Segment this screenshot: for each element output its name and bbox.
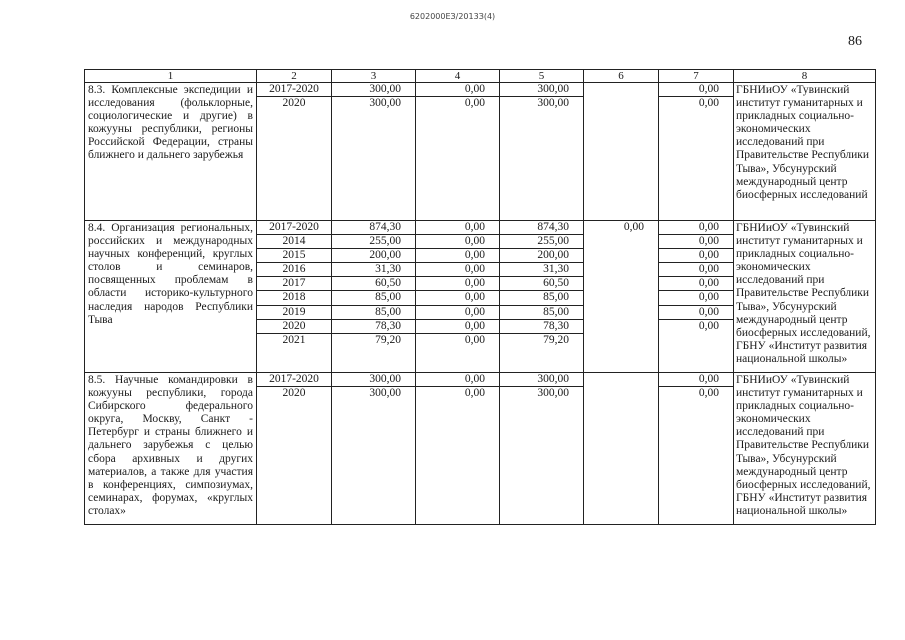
year-cell-column	[257, 221, 332, 373]
year-cell-column	[257, 373, 332, 525]
header-row	[85, 70, 876, 83]
total-cell: 60,50	[332, 277, 415, 291]
table-row	[85, 221, 876, 373]
responsible-organization: ГБНИиОУ «Тувинский институт гуманитарных и прикладных социально-экономических исследований при Правительстве Республики Тыва», Убсунурский международный центр биосферных исследований	[734, 83, 876, 221]
total-cell: 79,20	[375, 333, 401, 346]
regional-cell: 85,00	[500, 306, 583, 320]
federal-cell-column	[416, 221, 500, 373]
federal-cell-column	[416, 83, 500, 221]
total-cell: 31,30	[332, 263, 415, 277]
regional-cell: 31,30	[500, 263, 583, 277]
regional-cell: 874,30	[500, 221, 583, 235]
extra-budget-cell: 0,00	[659, 235, 733, 249]
regional-cell: 200,00	[500, 249, 583, 263]
extra-budget-cell: 0,00	[659, 306, 733, 320]
regional-cell: 78,30	[500, 320, 583, 334]
regional-cell: 300,00	[537, 97, 569, 110]
year-cell: 2015	[257, 249, 331, 263]
responsible-organization: ГБНИиОУ «Тувинский институт гуманитарных и прикладных социально-экономических исследований при Правительстве Республики Тыва», Убсунурский международный центр биосферных исследований, ГБНУ «Институт развития национальной школы»	[734, 373, 876, 525]
regional-cell: 300,00	[500, 373, 583, 387]
extra-budget-cell: 0,00	[698, 387, 719, 400]
regional-cell: 300,00	[537, 387, 569, 400]
total-cell: 255,00	[332, 235, 415, 249]
extra-budget-cell: 0,00	[659, 277, 733, 291]
federal-cell: 0,00	[416, 373, 499, 387]
total-cell-column	[332, 373, 416, 525]
extra-budget-cell: 0,00	[659, 263, 733, 277]
municipal-cell-column	[584, 221, 659, 373]
header-cell: 6	[584, 70, 659, 83]
total-cell-column	[332, 221, 416, 373]
federal-cell: 0,00	[464, 387, 485, 400]
total-cell: 85,00	[332, 291, 415, 305]
header-cell: 4	[416, 70, 500, 83]
year-cell: 2016	[257, 263, 331, 277]
total-cell: 874,30	[332, 221, 415, 235]
federal-cell: 0,00	[416, 263, 499, 277]
regional-cell: 79,20	[543, 333, 569, 346]
federal-cell: 0,00	[464, 97, 485, 110]
activity-description: 8.5. Научные командировки в кожууны республики, города Сибирского федерального округа, Москву, Санкт - Петербург и страны ближнего и дальнего зарубежья с целью сбора архивных и других материалов, а также для участия в конференциях, симпозиумах, семинарах, форумах, «круглых столах»	[85, 373, 257, 525]
year-cell: 2020	[282, 97, 306, 110]
extra-budget-cell-column	[659, 83, 734, 221]
federal-cell: 0,00	[416, 249, 499, 263]
municipal-cell-column	[584, 83, 659, 221]
federal-cell: 0,00	[416, 277, 499, 291]
regional-cell: 300,00	[500, 83, 583, 97]
federal-cell: 0,00	[416, 221, 499, 235]
regional-cell: 255,00	[500, 235, 583, 249]
header-cell: 5	[500, 70, 584, 83]
federal-cell: 0,00	[416, 83, 499, 97]
page-number: 86	[848, 34, 862, 49]
extra-budget-cell: 0,00	[659, 373, 733, 387]
responsible-organization: ГБНИиОУ «Тувинский институт гуманитарных и прикладных социально-экономических исследований при Правительстве Республики Тыва», Убсунурский международный центр биосферных исследований, ГБНУ «Институт развития национальной школы»	[734, 221, 876, 373]
year-cell: 2018	[257, 291, 331, 305]
total-cell: 300,00	[369, 387, 401, 400]
extra-budget-cell: 0,00	[659, 291, 733, 305]
header-cell: 1	[85, 70, 257, 83]
total-cell: 200,00	[332, 249, 415, 263]
regional-cell: 85,00	[500, 291, 583, 305]
header-cell: 7	[659, 70, 734, 83]
federal-cell: 0,00	[416, 306, 499, 320]
total-cell: 85,00	[332, 306, 415, 320]
federal-cell: 0,00	[464, 333, 485, 346]
header-cell: 3	[332, 70, 416, 83]
table-row	[85, 373, 876, 525]
total-cell: 300,00	[369, 97, 401, 110]
extra-budget-cell: 0,00	[698, 97, 719, 110]
year-cell: 2021	[282, 333, 306, 346]
year-cell: 2017	[257, 277, 331, 291]
year-cell: 2017-2020	[257, 221, 331, 235]
regional-cell-column	[500, 221, 584, 373]
year-cell: 2017-2020	[257, 83, 331, 97]
federal-cell-column	[416, 373, 500, 525]
extra-budget-cell: 0,00	[659, 221, 733, 235]
year-cell: 2020	[282, 387, 306, 400]
federal-cell: 0,00	[416, 235, 499, 249]
total-cell: 78,30	[332, 320, 415, 334]
municipal-cell-column	[584, 373, 659, 525]
extra-budget-cell: 0,00	[659, 83, 733, 97]
header-cell: 2	[257, 70, 332, 83]
federal-cell: 0,00	[416, 320, 499, 334]
total-cell: 300,00	[332, 83, 415, 97]
header-cell: 8	[734, 70, 876, 83]
activity-description: 8.4. Организация региональных, российских и международных научных конференций, круглых столов и семинаров, посвященных проблемам в области историко-культурного наследия народов Республики Тыва	[85, 221, 257, 373]
program-table	[84, 69, 876, 525]
total-cell: 300,00	[332, 373, 415, 387]
document-stamp: 6202000ЕЗ/2013З(4)	[409, 12, 496, 21]
year-cell: 2020	[257, 320, 331, 334]
municipal-cell: 0,00	[623, 221, 644, 233]
regional-cell: 60,50	[500, 277, 583, 291]
year-cell: 2014	[257, 235, 331, 249]
extra-budget-cell-column	[659, 373, 734, 525]
extra-budget-cell: 0,00	[698, 319, 719, 332]
federal-cell: 0,00	[416, 291, 499, 305]
total-cell-column	[332, 83, 416, 221]
year-cell-column	[257, 83, 332, 221]
extra-budget-cell: 0,00	[659, 249, 733, 263]
table-row	[85, 83, 876, 221]
year-cell: 2017-2020	[257, 373, 331, 387]
regional-cell-column	[500, 373, 584, 525]
year-cell: 2019	[257, 306, 331, 320]
regional-cell-column	[500, 83, 584, 221]
extra-budget-cell-column	[659, 221, 734, 373]
activity-description: 8.3. Комплексные экспедиции и исследования (фольклорные, социологические и другие) в кожууны республики, регионы Российской Федерации, страны ближнего и дальнего зарубежья	[85, 83, 257, 221]
